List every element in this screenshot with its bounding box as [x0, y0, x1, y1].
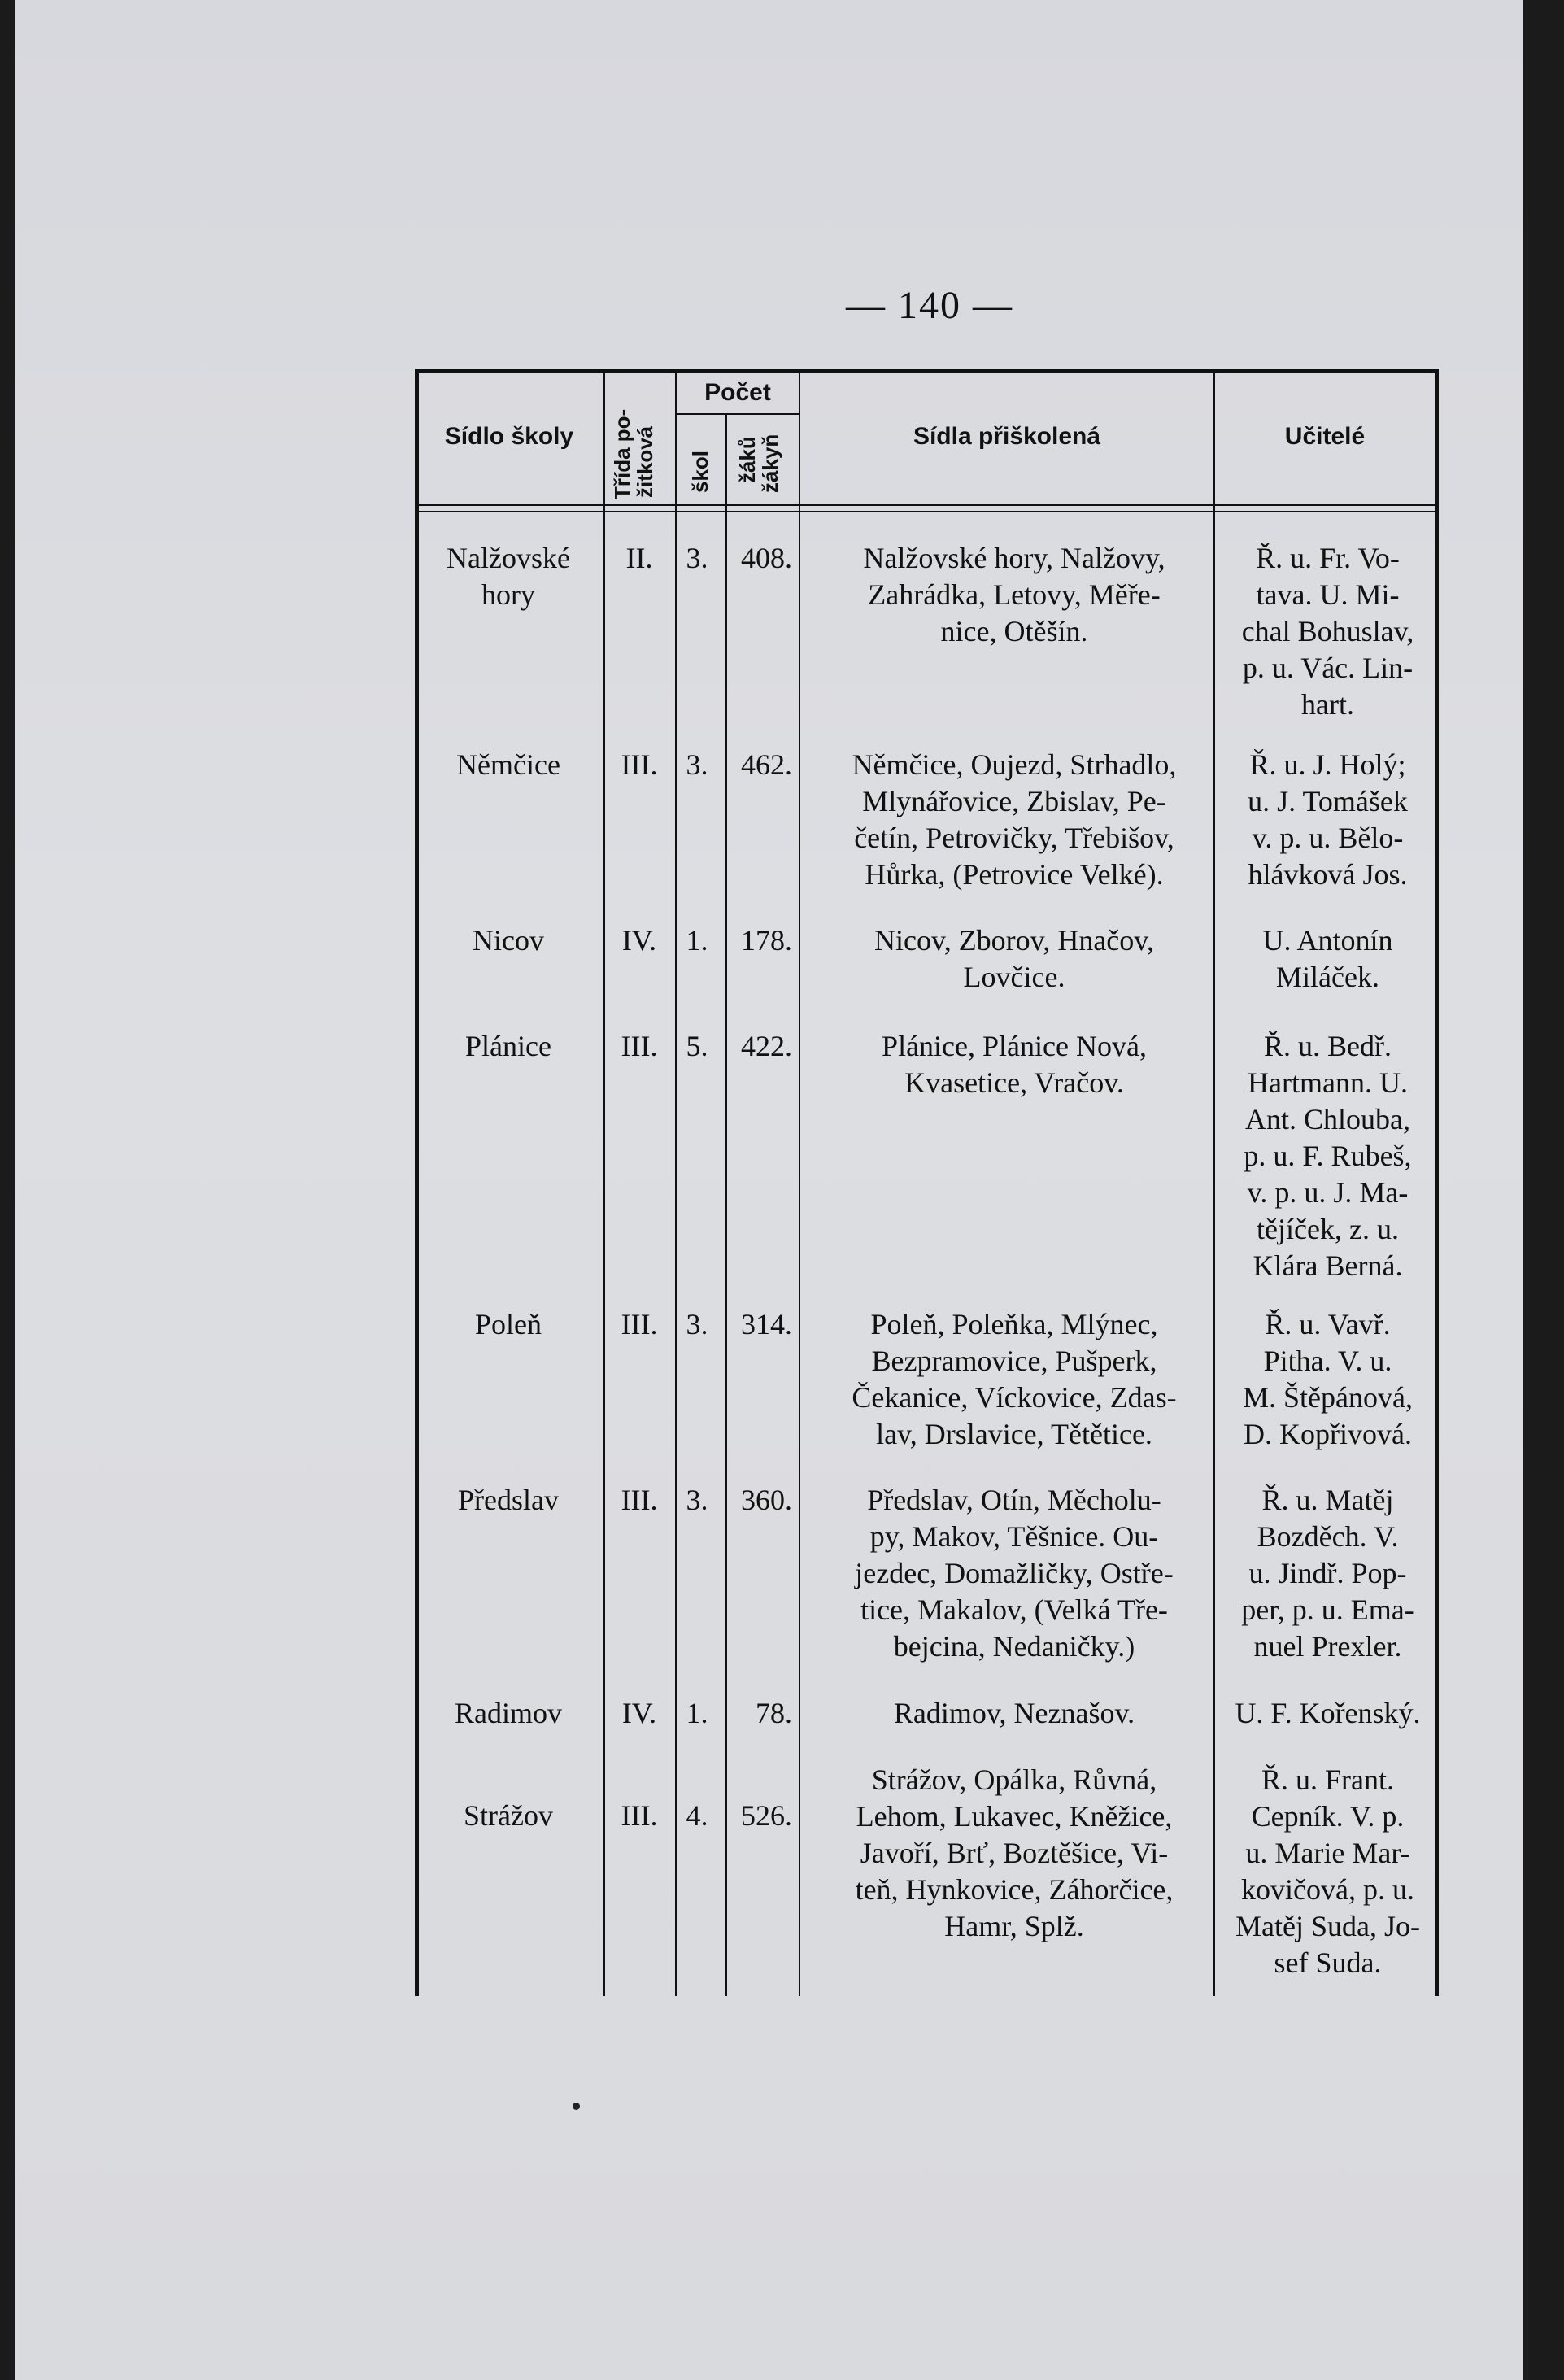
cell-line: Nalžovské hory, Nalžovy,: [863, 542, 1165, 574]
cell-line: U. Antonín: [1262, 924, 1393, 957]
cell-line: hory: [481, 578, 535, 611]
header-skol: škol: [688, 450, 712, 493]
cell-line: Předslav, Otín, Měcholu-: [867, 1484, 1161, 1516]
row-ucitele: [1220, 747, 1435, 893]
row-sidlo-skoly: [415, 1695, 602, 1732]
row-zaku: 422.: [741, 1030, 792, 1062]
row-ucitele: [1220, 1695, 1435, 1732]
cell-line: Bezpramovice, Pušperk,: [871, 1345, 1157, 1377]
row-trida: III.: [621, 1030, 658, 1062]
row-skol: 3.: [686, 748, 708, 781]
cell-line: nice, Otěšín.: [940, 615, 1088, 647]
col-divider-prisk: [799, 369, 800, 1996]
cell-line: py, Makov, Těšnice. Ou-: [869, 1520, 1159, 1553]
row-ucitele: [1220, 1482, 1435, 1665]
col-divider-trida: [603, 369, 605, 1996]
cell-line: Čekanice, Víckovice, Zdas-: [852, 1381, 1177, 1414]
cell-line: Ř. u. J. Holý;: [1249, 748, 1406, 781]
row-trida: IV.: [621, 1697, 657, 1729]
cell-line: Nicov: [473, 924, 544, 957]
row-zaku: 462.: [741, 748, 792, 781]
row-trida: IV.: [621, 924, 657, 957]
cell-line: Ř. u. Bedř.: [1264, 1030, 1392, 1062]
cell-line: Kvasetice, Vračov.: [904, 1066, 1124, 1099]
cell-line: Plánice, Plánice Nová,: [882, 1030, 1147, 1062]
row-priskolena: [815, 922, 1213, 996]
cell-line: Ř. u. Fr. Vo-: [1256, 542, 1400, 574]
cell-line: Lovčice.: [963, 961, 1065, 993]
cell-line: Hamr, Splž.: [944, 1910, 1084, 1942]
cell-line: Plánice: [465, 1030, 551, 1062]
school-table: [415, 369, 1440, 1996]
cell-line: Matěj Suda, Jo-: [1235, 1910, 1420, 1942]
header-pocet: Počet: [704, 379, 771, 406]
row-sidlo-skoly: [415, 747, 602, 783]
cell-line: Mlynářovice, Zbislav, Pe-: [862, 785, 1166, 817]
cell-line: Poleň: [474, 1308, 542, 1340]
cell-line: Bozděch. V.: [1257, 1520, 1399, 1553]
cell-line: Zahrádka, Letovy, Měře-: [868, 578, 1161, 611]
row-trida: III.: [621, 748, 658, 781]
row-ucitele: [1220, 1028, 1435, 1284]
row-zaku: 78.: [756, 1697, 792, 1729]
cell-line: Javoří, Brť, Boztěšice, Vi-: [860, 1837, 1169, 1869]
cell-line: u. Jindř. Pop-: [1248, 1557, 1407, 1589]
cell-line: Hartmann. U.: [1248, 1066, 1408, 1099]
row-skol: 3.: [686, 1484, 708, 1516]
cell-line: hart.: [1301, 688, 1354, 721]
cell-line: sef Suda.: [1274, 1946, 1382, 1979]
cell-line: hlávková Jos.: [1248, 858, 1408, 891]
cell-line: jezdec, Domažličky, Ostře-: [855, 1557, 1174, 1589]
cell-line: kovičová, p. u.: [1241, 1873, 1414, 1906]
cell-line: bejcina, Nedaničky.): [893, 1630, 1135, 1663]
row-sidlo-skoly: [415, 1482, 602, 1519]
cell-line: Ř. u. Matěj: [1261, 1484, 1394, 1516]
header-sidla-priskolena: Sídla přiškolená: [913, 423, 1101, 450]
row-skol: 5.: [686, 1030, 708, 1062]
row-trida: III.: [621, 1308, 658, 1340]
cell-line: u. Marie Mar-: [1245, 1837, 1410, 1869]
cell-line: Lehom, Lukavec, Kněžice,: [856, 1800, 1173, 1833]
row-skol: 1.: [686, 924, 708, 957]
cell-line: Miláček.: [1276, 961, 1379, 993]
row-zaku: 314.: [741, 1308, 792, 1340]
page-number: — 140 —: [846, 284, 1013, 327]
cell-line: D. Kopřivová.: [1244, 1418, 1412, 1450]
header-trida-line2: žitková: [633, 425, 657, 498]
table-top-rule: [415, 369, 1438, 373]
cell-line: per, p. u. Ema-: [1241, 1593, 1414, 1626]
cell-line: Ant. Chlouba,: [1245, 1103, 1410, 1136]
header-zaku-line2: žákyň: [758, 434, 782, 493]
row-priskolena: [815, 1028, 1213, 1101]
cell-line: Poleň, Poleňka, Mlýnec,: [870, 1308, 1158, 1340]
row-trida: III.: [621, 1484, 658, 1516]
cell-line: Předslav: [458, 1484, 559, 1516]
cell-line: Radimov: [455, 1697, 562, 1729]
cell-line: Hůrka, (Petrovice Velké).: [865, 858, 1164, 891]
cell-line: Nicov, Zborov, Hnačov,: [874, 924, 1154, 957]
row-ucitele: [1220, 1762, 1435, 1981]
cell-line: chal Bohuslav,: [1241, 615, 1414, 647]
cell-line: Strážov: [464, 1799, 553, 1832]
cell-line: lav, Drslavice, Tětětice.: [876, 1418, 1152, 1450]
row-skol: 3.: [686, 542, 708, 574]
row-trida: III.: [621, 1799, 658, 1832]
cell-line: p. u. Vác. Lin-: [1242, 652, 1414, 684]
cell-line: Nalžovské: [447, 542, 570, 574]
header-bottom-rule-2: [415, 511, 1438, 512]
cell-line: tice, Makalov, (Velká Tře-: [860, 1593, 1168, 1626]
row-trida: II.: [625, 542, 653, 574]
row-ucitele: [1220, 540, 1435, 723]
row-sidlo-skoly: [415, 1798, 602, 1834]
row-zaku: 178.: [741, 924, 792, 957]
row-priskolena: [815, 1482, 1213, 1665]
book-page: [15, 0, 1523, 2380]
row-priskolena: [815, 1695, 1213, 1732]
cell-line: v. p. u. Bělo-: [1252, 822, 1404, 854]
row-sidlo-skoly: [415, 922, 602, 959]
row-ucitele: [1220, 922, 1435, 996]
cell-line: Strážov, Opálka, Růvná,: [871, 1763, 1157, 1796]
row-priskolena: [815, 747, 1213, 893]
ink-spot: [573, 2103, 580, 2110]
pocet-underline: [677, 413, 799, 415]
header-bottom-rule: [415, 504, 1438, 506]
cell-line: p. u. F. Rubeš,: [1244, 1140, 1412, 1172]
cell-line: M. Štěpánová,: [1243, 1381, 1413, 1414]
cell-line: Radimov, Neznašov.: [893, 1697, 1135, 1729]
row-skol: 4.: [686, 1799, 708, 1832]
col-divider-skol: [675, 369, 677, 1996]
cell-line: Cepník. V. p.: [1251, 1800, 1405, 1833]
cell-line: nuel Prexler.: [1253, 1630, 1402, 1663]
cell-line: Pitha. V. u.: [1263, 1345, 1392, 1377]
row-zaku: 526.: [741, 1799, 792, 1832]
row-priskolena: [815, 1762, 1213, 1945]
cell-line: tějíček, z. u.: [1257, 1213, 1399, 1245]
row-skol: 1.: [686, 1697, 708, 1729]
cell-line: v. p. u. J. Ma-: [1247, 1176, 1409, 1209]
col-divider-ucit: [1213, 369, 1215, 1996]
header-ucitele: Učitelé: [1284, 423, 1366, 450]
cell-line: U. F. Kořenský.: [1235, 1697, 1421, 1729]
row-sidlo-skoly: [415, 1028, 602, 1065]
cell-line: Ř. u. Vavř.: [1265, 1308, 1391, 1340]
cell-line: Němčice: [456, 748, 560, 781]
col-divider-zaku: [725, 415, 727, 1996]
row-zaku: 408.: [741, 542, 792, 574]
cell-line: Klára Berná.: [1253, 1249, 1403, 1282]
cell-line: tava. U. Mi-: [1256, 578, 1400, 611]
row-skol: 3.: [686, 1308, 708, 1340]
row-sidlo-skoly: [415, 540, 602, 613]
row-priskolena: [815, 540, 1213, 650]
header-zaku-line1: žáků: [735, 436, 760, 483]
cell-line: u. J. Tomášek: [1248, 785, 1408, 817]
header-trida-line1: Třída po-: [610, 408, 634, 499]
cell-line: Ř. u. Frant.: [1261, 1763, 1394, 1796]
cell-line: teň, Hynkovice, Záhorčice,: [855, 1873, 1174, 1906]
row-priskolena: [815, 1306, 1213, 1453]
row-sidlo-skoly: [415, 1306, 602, 1343]
cell-line: četín, Petrovičky, Třebišov,: [854, 822, 1174, 854]
row-zaku: 360.: [741, 1484, 792, 1516]
cell-line: Němčice, Oujezd, Strhadlo,: [852, 748, 1177, 781]
row-ucitele: [1220, 1306, 1435, 1453]
table-left-border: [415, 369, 419, 1996]
header-sidlo-skoly: Sídlo školy: [444, 423, 574, 450]
